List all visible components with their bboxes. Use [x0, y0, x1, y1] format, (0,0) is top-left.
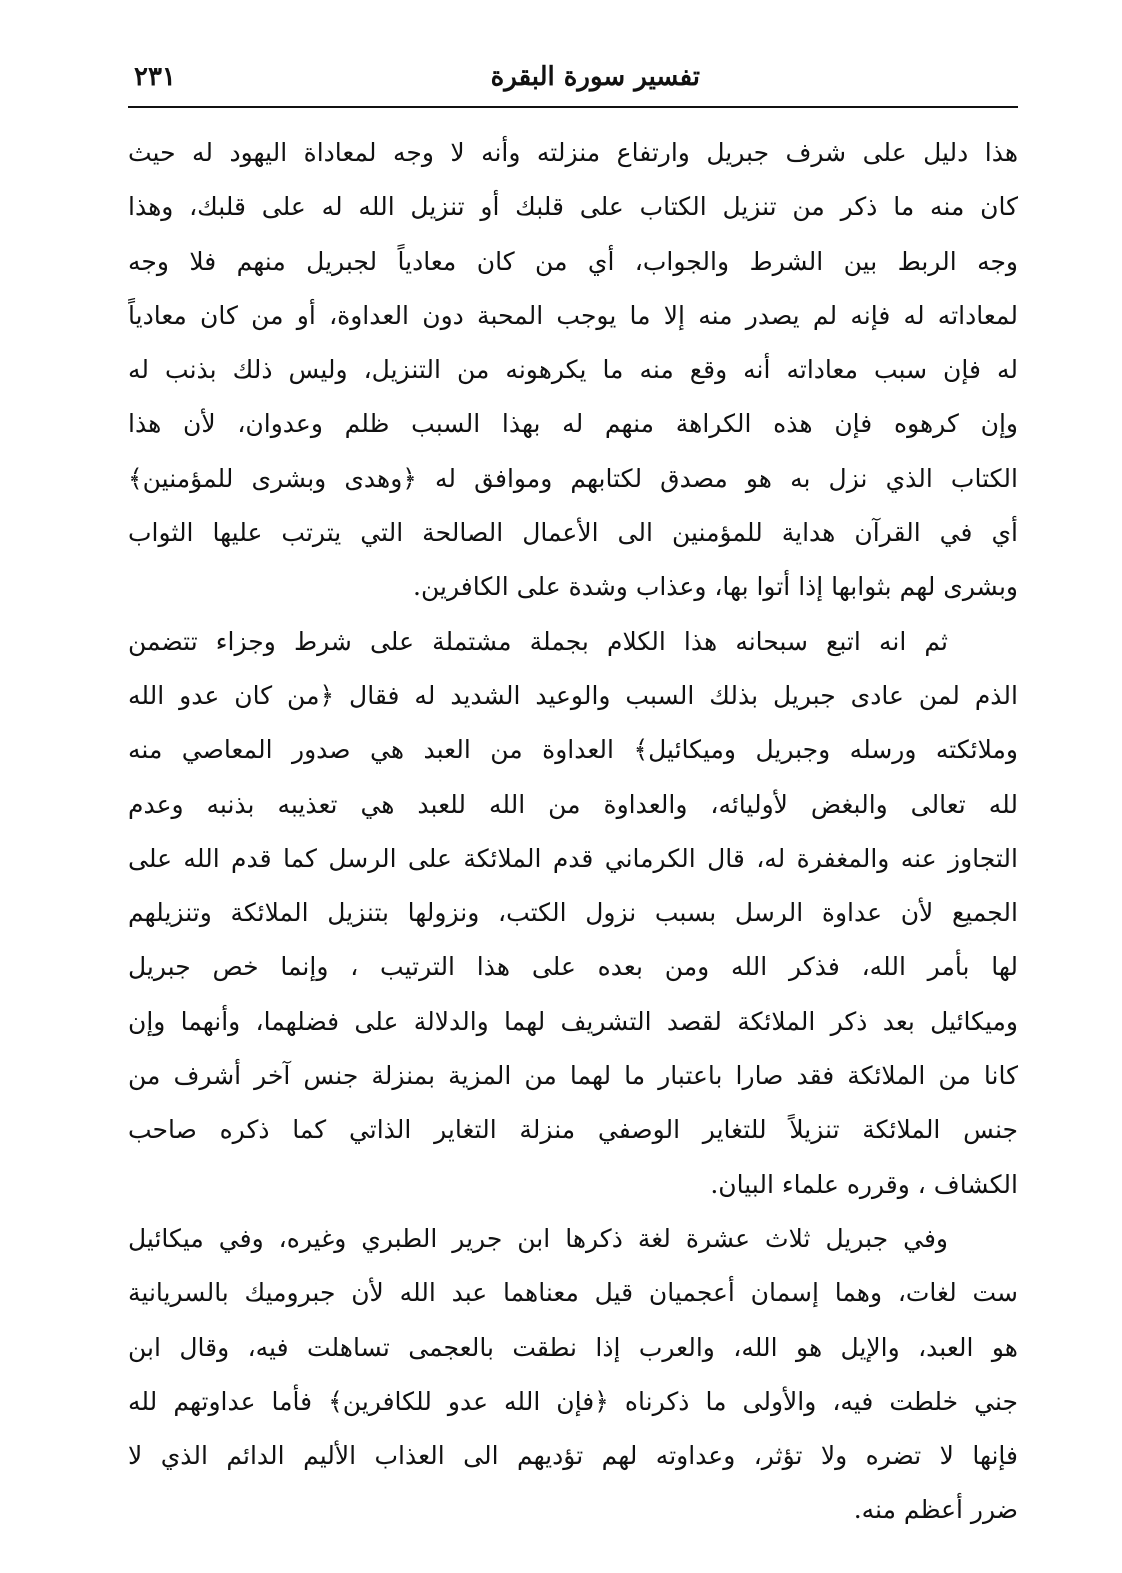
text-line: لله تعالى والبغض لأوليائه، والعداوة من الله للعبد هي تعذيبه بذنبه وعدم	[128, 789, 1018, 819]
text-line: جني خلطت فيه، والأولى ما ذكرناه ﴿فإن الله عدو للكافرين﴾ فأما عداوتهم لله	[128, 1386, 1018, 1416]
page-number: ٢٣١	[134, 62, 176, 92]
text-line: أي في القرآن هداية للمؤمنين الى الأعمال الصالحة التي يترتب عليها الثواب	[128, 518, 1018, 548]
text-line: ضرر أعظم منه.	[853, 1495, 1018, 1525]
text-line: هذا دليل على شرف جبريل وارتفاع منزلته وأنه لا وجه لمعاداة اليهود له حيث	[128, 138, 1018, 167]
text-line: لمعاداته له فإنه لم يصدر منه إلا ما يوجب المحبة دون العداوة، أو من كان معادياً	[128, 300, 1018, 330]
text-line: لها بأمر الله، فذكر الله ومن بعده على هذا الترتيب ، وإنما خص جبريل	[128, 952, 1018, 982]
page-body	[128, 126, 1018, 1538]
text-line: له فإن سبب معاداته أنه وقع منه ما يكرهونه من التنزيل، وليس ذلك بذنب له	[128, 355, 1018, 385]
text-line: وجه الربط بين الشرط والجواب، أي من كان معادياً لجبريل منهم فلا وجه	[128, 246, 1018, 276]
text-line: الذم لمن عادى جبريل بذلك السبب والوعيد الشديد له فقال ﴿من كان عدو الله	[128, 680, 1018, 710]
text-line: ست لغات، وهما إسمان أعجميان قيل معناهما عبد الله لأن جبروميك بالسريانية	[128, 1278, 1018, 1308]
running-header	[128, 58, 1018, 104]
text-line: هو العبد، والإيل هو الله، والعرب إذا نطقت بالعجمى تساهلت فيه، وقال ابن	[128, 1332, 1018, 1362]
running-header-title: تفسير سورة البقرة	[490, 62, 700, 92]
text-line: جنس الملائكة تنزيلاً للتغاير الوصفي منزلة التغاير الذاتي كما ذكره صاحب	[128, 1115, 1018, 1145]
text-line: وإن كرهوه فإن هذه الكراهة منهم له بهذا السبب ظلم وعدوان، لأن هذا	[128, 409, 1018, 439]
text-line: الكشاف ، وقرره علماء البيان.	[710, 1169, 1018, 1199]
text-line: وميكائيل بعد ذكر الملائكة لقصد التشريف لهما والدلالة على فضلهما، وأنهما وإن	[128, 1006, 1018, 1036]
text-line: ثم انه اتبع سبحانه هذا الكلام بجملة مشتملة على شرط وجزاء تتضمن	[128, 626, 948, 656]
text-line: الكتاب الذي نزل به هو مصدق لكتابهم وموافق له ﴿وهدى وبشرى للمؤمنين﴾	[128, 463, 1018, 493]
text-line: الجميع لأن عداوة الرسل بسبب نزول الكتب، ونزولها بتنزيل الملائكة وتنزيلهم	[128, 898, 1018, 928]
text-line: التجاوز عنه والمغفرة له، قال الكرماني قدم الملائكة على الرسل كما قدم الله على	[128, 843, 1018, 873]
header-divider	[128, 106, 1018, 108]
text-line: كان منه ما ذكر من تنزيل الكتاب على قلبك أو تنزيل الله له على قلبك، وهذا	[128, 192, 1018, 222]
text-line: كانا من الملائكة فقد صارا باعتبار ما لهما من المزية بمنزلة جنس آخر أشرف من	[128, 1061, 1018, 1091]
text-line: وفي جبريل ثلاث عشرة لغة ذكرها ابن جرير الطبري وغيره، وفي ميكائيل	[128, 1223, 948, 1253]
text-line: فإنها لا تضره ولا تؤثر، وعداوته لهم تؤديهم الى العذاب الأليم الدائم الذي لا	[128, 1441, 1018, 1471]
text-line: وملائكته ورسله وجبريل وميكائيل﴾ العداوة من العبد هي صدور المعاصي منه	[128, 735, 1018, 765]
text-line: وبشرى لهم بثوابها إذا أتوا بها، وعذاب وشدة على الكافرين.	[413, 572, 1018, 602]
